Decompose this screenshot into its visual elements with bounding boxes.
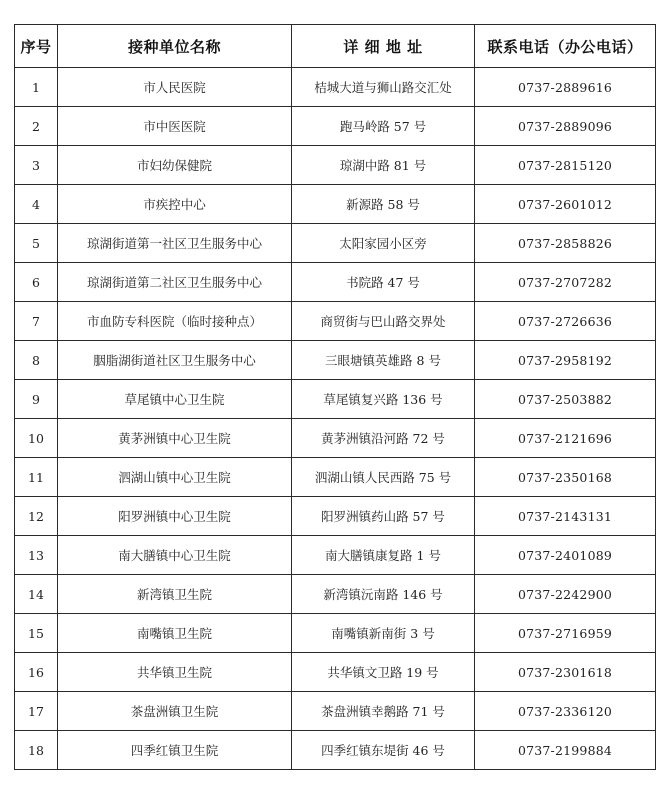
site-phone: 0737-2858826 — [475, 224, 656, 263]
row-number: 8 — [15, 341, 58, 380]
row-number: 6 — [15, 263, 58, 302]
site-name: 共华镇卫生院 — [58, 653, 292, 692]
site-name: 琼湖街道第二社区卫生服务中心 — [58, 263, 292, 302]
table-row — [15, 575, 656, 614]
site-address: 共华镇文卫路 19 号 — [292, 653, 475, 692]
site-phone: 0737-2199884 — [475, 731, 656, 770]
site-name: 市妇幼保健院 — [58, 146, 292, 185]
row-number: 15 — [15, 614, 58, 653]
vaccination-sites-table — [14, 24, 656, 770]
site-phone: 0737-2889096 — [475, 107, 656, 146]
site-phone: 0737-2726636 — [475, 302, 656, 341]
site-phone: 0737-2889616 — [475, 68, 656, 107]
table-header-row — [15, 25, 656, 68]
table-row — [15, 302, 656, 341]
table-row — [15, 68, 656, 107]
site-phone: 0737-2815120 — [475, 146, 656, 185]
row-number: 5 — [15, 224, 58, 263]
table-row — [15, 497, 656, 536]
site-phone: 0737-2336120 — [475, 692, 656, 731]
table-row — [15, 341, 656, 380]
site-address: 新湾镇沅南路 146 号 — [292, 575, 475, 614]
table-row — [15, 419, 656, 458]
row-number: 12 — [15, 497, 58, 536]
site-address: 琼湖中路 81 号 — [292, 146, 475, 185]
site-name: 琼湖街道第一社区卫生服务中心 — [58, 224, 292, 263]
site-name: 黄茅洲镇中心卫生院 — [58, 419, 292, 458]
table-body — [15, 68, 656, 770]
header-phone: 联系电话（办公电话） — [475, 25, 656, 68]
row-number: 7 — [15, 302, 58, 341]
row-number: 4 — [15, 185, 58, 224]
site-address: 阳罗洲镇药山路 57 号 — [292, 497, 475, 536]
row-number: 10 — [15, 419, 58, 458]
site-name: 新湾镇卫生院 — [58, 575, 292, 614]
site-phone: 0737-2503882 — [475, 380, 656, 419]
site-name: 草尾镇中心卫生院 — [58, 380, 292, 419]
site-name: 市疾控中心 — [58, 185, 292, 224]
site-phone: 0737-2601012 — [475, 185, 656, 224]
row-number: 3 — [15, 146, 58, 185]
row-number: 18 — [15, 731, 58, 770]
site-phone: 0737-2121696 — [475, 419, 656, 458]
site-address: 商贸街与巴山路交界处 — [292, 302, 475, 341]
table-row — [15, 653, 656, 692]
header-no: 序号 — [15, 25, 58, 68]
row-number: 16 — [15, 653, 58, 692]
site-address: 黄茅洲镇沿河路 72 号 — [292, 419, 475, 458]
site-address: 南大膳镇康复路 1 号 — [292, 536, 475, 575]
table-row — [15, 146, 656, 185]
site-name: 胭脂湖街道社区卫生服务中心 — [58, 341, 292, 380]
site-name: 市中医医院 — [58, 107, 292, 146]
table-row — [15, 263, 656, 302]
site-address: 泗湖山镇人民西路 75 号 — [292, 458, 475, 497]
site-address: 四季红镇东堤街 46 号 — [292, 731, 475, 770]
site-phone: 0737-2707282 — [475, 263, 656, 302]
site-address: 茶盘洲镇幸鹅路 71 号 — [292, 692, 475, 731]
table-row — [15, 380, 656, 419]
document-sheet — [14, 24, 655, 770]
table-row — [15, 731, 656, 770]
table-row — [15, 614, 656, 653]
table-row — [15, 536, 656, 575]
site-phone: 0737-2301618 — [475, 653, 656, 692]
row-number: 9 — [15, 380, 58, 419]
site-name: 茶盘洲镇卫生院 — [58, 692, 292, 731]
table-row — [15, 107, 656, 146]
site-address: 桔城大道与狮山路交汇处 — [292, 68, 475, 107]
site-phone: 0737-2716959 — [475, 614, 656, 653]
table-row — [15, 185, 656, 224]
site-name: 市人民医院 — [58, 68, 292, 107]
table-row — [15, 458, 656, 497]
site-address: 南嘴镇新南街 3 号 — [292, 614, 475, 653]
site-address: 新源路 58 号 — [292, 185, 475, 224]
site-phone: 0737-2242900 — [475, 575, 656, 614]
site-address: 跑马岭路 57 号 — [292, 107, 475, 146]
site-phone: 0737-2143131 — [475, 497, 656, 536]
row-number: 14 — [15, 575, 58, 614]
row-number: 13 — [15, 536, 58, 575]
site-name: 南大膳镇中心卫生院 — [58, 536, 292, 575]
site-name: 泗湖山镇中心卫生院 — [58, 458, 292, 497]
header-name: 接种单位名称 — [58, 25, 292, 68]
site-address: 三眼塘镇英雄路 8 号 — [292, 341, 475, 380]
site-name: 市血防专科医院（临时接种点） — [58, 302, 292, 341]
table-row — [15, 692, 656, 731]
row-number: 1 — [15, 68, 58, 107]
row-number: 11 — [15, 458, 58, 497]
site-address: 太阳家园小区旁 — [292, 224, 475, 263]
header-address: 详 细 地 址 — [292, 25, 475, 68]
site-phone: 0737-2958192 — [475, 341, 656, 380]
site-name: 阳罗洲镇中心卫生院 — [58, 497, 292, 536]
row-number: 2 — [15, 107, 58, 146]
site-address: 书院路 47 号 — [292, 263, 475, 302]
site-name: 南嘴镇卫生院 — [58, 614, 292, 653]
row-number: 17 — [15, 692, 58, 731]
table-row — [15, 224, 656, 263]
site-phone: 0737-2401089 — [475, 536, 656, 575]
site-phone: 0737-2350168 — [475, 458, 656, 497]
site-name: 四季红镇卫生院 — [58, 731, 292, 770]
site-address: 草尾镇复兴路 136 号 — [292, 380, 475, 419]
